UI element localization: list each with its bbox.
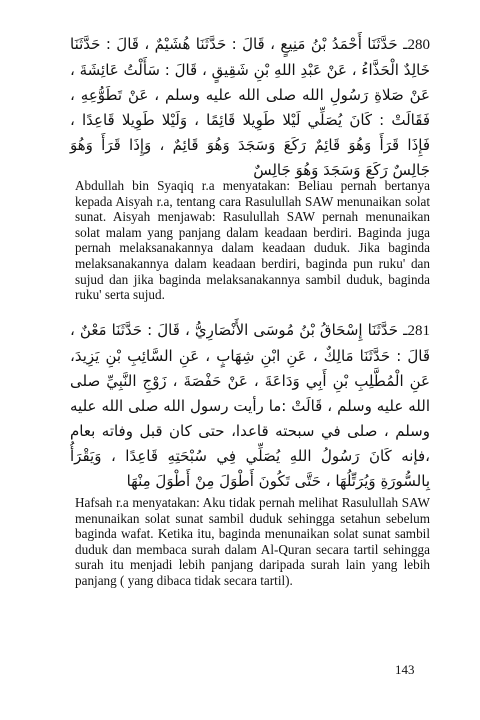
hadith-281-number: 281 [407, 323, 430, 339]
hadith-281-translation: Hafsah r.a menyatakan: Aku tidak pernah melihat Rasulullah SAW menunaikan solat sunat sambil duduk sehingga setahun sebelum baginda wafat. Ketika itu, baginda menunaikan solat sunat sambil duduk dan membaca surah dalam Al-Quran secara tartil sehingga surah itu menjadi lebih panjang daripada surah lain yang lebih panjang ( yang dibaca tidak secara tartil). [75, 495, 430, 588]
hadith-281-arabic-text: ـ حَدَّثَنَا إِسْحَاقُ بْنُ مُوسَى الأَنْصَارِيُّ ، قَالَ : حَدَّثَنَا مَعْنٌ ، قَالَ : حَدَّثَنَا مَالِكٌ ، عَنِ ابْنِ شِهَابٍ ، عَنِ السَّائِبِ بْنِ يَزِيدَ، عَنِ الْمُطَّلِبِ بْنِ أَبِي وَدَاعَةَ ، عَنْ حَفْصَةَ ، زَوْجِ النَّبِيِّ صلى الله عليه وسلم ، قَالَتْ :ما رأيت رسول الله صلى الله عليه وسلم ، صلى في سبحته قاعدا، حتى كان قبل وفاته بعام ،فإنه كَانَ رَسُولُ اللهِ يُصَلِّي فِي سُبْحَتِهِ قَاعِدًا ، وَيَقْرَأُ بِالسُّورَةِ وَيُرَتِّلُهَا ، حَتَّى تَكُونَ أَطْوَلَ مِنْ أَطْوَلَ مِنْهَا [70, 321, 430, 490]
page-number: 143 [395, 662, 415, 677]
hadith-280-translation: Abdullah bin Syaqiq r.a menyatakan: Beliau pernah bertanya kepada Aisyah r.a, tentang cara Rasulullah SAW menunaikan solat sunat. Aisyah menjawab: Rasulullah SAW pernah menunaikan solat malam yang panjang dalam keadaan berdiri. Baginda juga pernah melaksanakannya dalam keadaan duduk. Jika baginda melaksanakannya dalam keadaan berdiri, baginda pun ruku' dan sujud dan jika baginda melaksanakannya sambil duduk, baginda ruku' serta sujud. [75, 178, 430, 303]
hadith-281-arabic [70, 318, 430, 494]
hadith-280-number: 280 [407, 37, 430, 53]
hadith-280-arabic [70, 32, 430, 183]
hadith-280-arabic-text: ـ حَدَّثَنَا أَحْمَدُ بْنُ مَنِيعٍ ، قَالَ : حَدَّثَنَا هُشَيْمٌ ، قَالَ : حَدَّثَنَا خَالِدٌ الْحَذَّاءُ ، عَنْ عَبْدِ اللهِ بْنِ شَقِيقٍ ، قَالَ : سَأَلْتُ عَائِشَةَ ، عَنْ صَلاةِ رَسُولِ الله صلى الله عليه وسلم ، عَنْ تَطَوُّعِهِ ، فَقَالَتْ : كَانَ يُصَلِّي لَيْلا طَوِيلا قَائِمًا ، وَلَيْلا طَوِيلا قَاعِدًا ، فَإِذَا قَرَأَ وَهُوَ قَائِمٌ رَكَعَ وَسَجَدَ وَهُوَ قَائِمٌ ، وَإِذَا قَرَأَ وَهُوَ جَالِسٌ رَكَعَ وَسَجَدَ وَهُوَ جَالِسٌ [70, 35, 430, 179]
